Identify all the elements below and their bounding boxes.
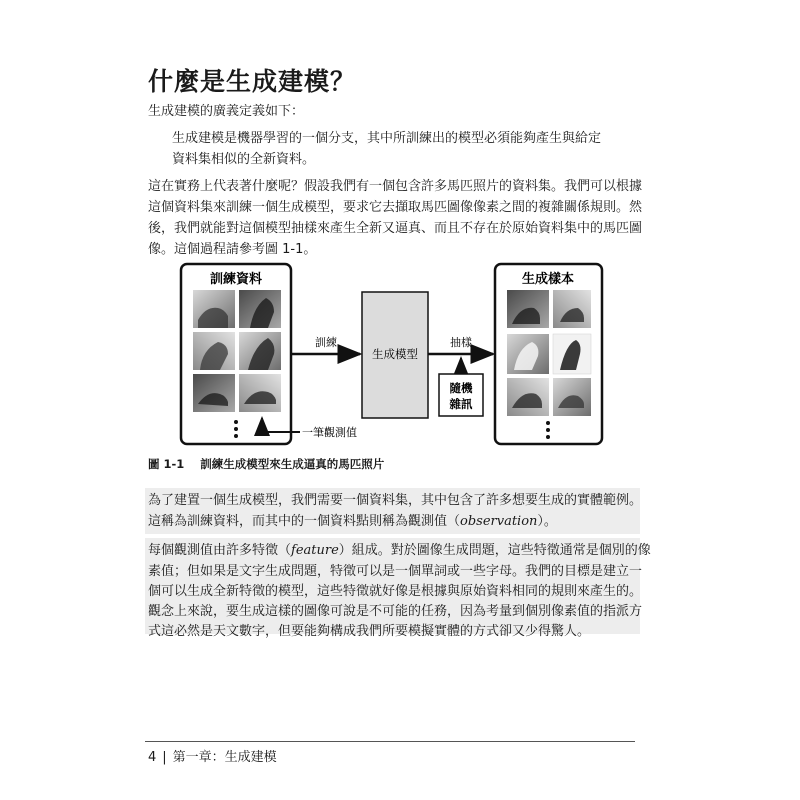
paragraph-1-line-1: 這在實務上代表著什麼呢？假設我們有一個包含許多馬匹照片的資料集。我們可以根據 xyxy=(148,179,643,194)
paragraph-3-line-3: 個可以生成全新特徵的模型，這些特徵就好像是根據與原始資料相同的規則來產生的。 xyxy=(148,584,643,599)
chapter-title: 第一章：生成建模 xyxy=(172,750,277,765)
train-label: 訓練 xyxy=(315,336,337,349)
observation-label: 一筆觀測值 xyxy=(302,426,357,439)
paragraph-1-line-4: 像。這個過程請參考圖 1-1。 xyxy=(148,242,317,257)
generative-model-label: 生成模型 xyxy=(372,347,418,361)
term-feature: feature xyxy=(291,543,339,558)
figure-caption-text: 訓練生成模型來生成逼真的馬匹照片 xyxy=(200,457,385,471)
generated-more-dots xyxy=(546,421,550,439)
page-footer xyxy=(148,746,277,765)
generated-photo xyxy=(553,290,591,328)
paragraph-2-line-2: 這稱為訓練資料，而其中的一個資料點則稱為觀測值（observation）。 xyxy=(148,514,557,529)
paragraph-1-line-3: 後，我們就能對這個模型抽樣來產生全新又逼真、而且不存在於原始資料集中的馬匹圖 xyxy=(148,221,643,236)
paragraph-1-line-2: 這個資料集來訓練一個生成模型，要求它去擷取馬匹圖像像素之間的複雜關係規則。然 xyxy=(148,200,643,215)
footer-rule xyxy=(145,741,635,742)
training-more-dots xyxy=(234,420,238,438)
paragraph-3-line-2: 素值；但如果是文字生成問題，特徵可以是一個單詞或一些字母。我們的目標是建立一 xyxy=(148,564,643,579)
training-data-title: 訓練資料 xyxy=(209,272,263,287)
sample-label: 抽樣 xyxy=(450,336,472,349)
training-photo xyxy=(193,374,235,412)
page-number: 4 xyxy=(148,750,157,765)
generated-photos xyxy=(507,290,591,416)
term-observation: observation xyxy=(460,514,538,529)
random-noise-label-1: 隨機 xyxy=(449,381,473,395)
footer-separator: | xyxy=(162,750,167,765)
definition-quote-line-1: 生成建模是機器學習的一個分支，其中所訓練出的模型必須能夠產生與給定 xyxy=(172,131,602,146)
paragraph-3-line-1: 每個觀測值由許多特徵（feature）組成。對於圖像生成問題，這些特徵通常是個別的像 xyxy=(148,543,651,558)
figure-caption-number: 圖 1-1 xyxy=(148,457,185,471)
definition-quote-line-2: 資料集相似的全新資料。 xyxy=(172,152,316,167)
generated-samples-title: 生成樣本 xyxy=(521,272,575,287)
intro-text: 生成建模的廣義定義如下： xyxy=(148,104,305,119)
paragraph-2-line-1: 為了建置一個生成模型，我們需要一個資料集，其中包含了許多想要生成的實體範例。 xyxy=(148,493,643,508)
paragraph-3-line-4: 觀念上來說，要生成這樣的圖像可說是不可能的任務，因為考量到個別像素值的指派方 xyxy=(148,604,643,619)
section-title: 什麼是生成建模？ xyxy=(148,67,357,96)
figure-caption xyxy=(148,456,384,472)
paragraph-3-line-5: 式這必然是天文數字，但要能夠構成我們所要模擬實體的方式卻又少得驚人。 xyxy=(148,624,591,639)
random-noise-label-2: 雜訊 xyxy=(449,397,473,411)
